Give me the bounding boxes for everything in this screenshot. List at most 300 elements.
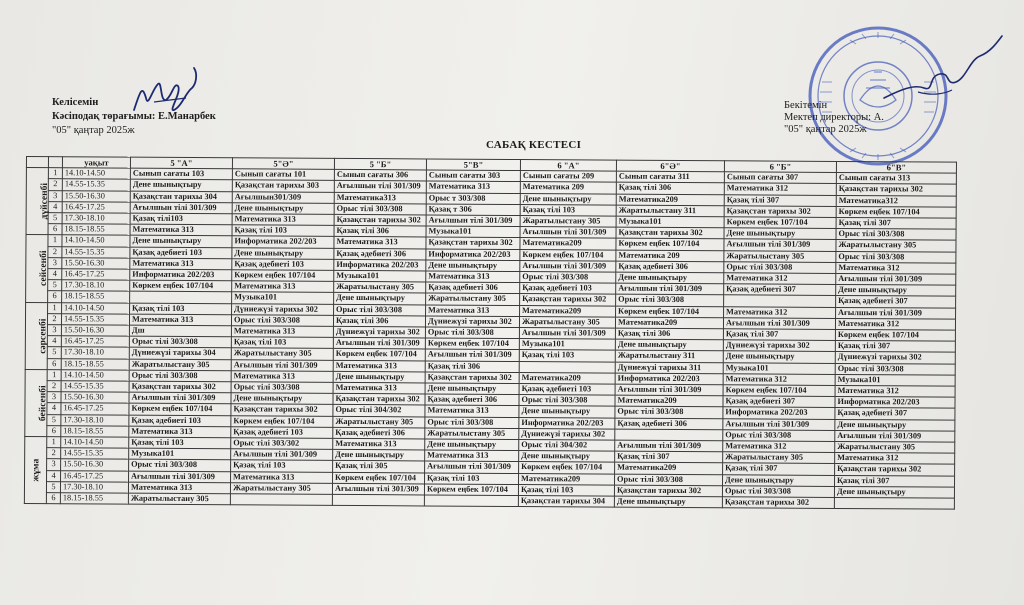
- lesson-cell: Дене шынықтыру: [834, 486, 954, 498]
- lesson-cell: Математика 313: [426, 305, 520, 317]
- lesson-cell: Математика 313: [232, 214, 334, 226]
- lesson-cell: [519, 361, 615, 373]
- lesson-time: 14.10-14.50: [62, 235, 130, 247]
- lesson-cell: Қазақ тілі 307: [834, 475, 954, 487]
- lesson-cell: Математика 313: [334, 237, 426, 249]
- lesson-cell: Дене шынықтыру: [232, 203, 334, 215]
- lesson-cell: Дене шынықтыру: [836, 285, 956, 297]
- lesson-cell: Информатика 202/203: [835, 397, 955, 409]
- lesson-number: 4: [47, 336, 61, 347]
- lesson-cell: Орыс тілі 303/308: [724, 262, 836, 274]
- lesson-cell: [130, 292, 232, 304]
- lesson-cell: [615, 429, 723, 441]
- lesson-cell: [724, 295, 836, 307]
- lesson-number: 1: [48, 302, 62, 313]
- lesson-cell: Дене шынықтыру: [425, 383, 519, 395]
- lesson-cell: Сынып сағаты 209: [520, 171, 616, 183]
- lesson-cell: Қазақ әдебиеті 307: [836, 296, 956, 308]
- lesson-cell: Информатика 202/203: [615, 373, 723, 385]
- lesson-cell: Жаратылыстану 305: [230, 483, 332, 495]
- lesson-cell: Орыс тілі 303/308: [425, 327, 519, 339]
- lesson-cell: Қазақ тілі 103: [130, 303, 232, 315]
- lesson-cell: Орыс тілі 303/302: [231, 438, 333, 450]
- lesson-cell: Ағылшын тілі 301/309: [836, 273, 956, 285]
- lesson-cell: Қазақстан тарихы 304: [518, 496, 614, 508]
- lesson-cell: [424, 495, 518, 507]
- lesson-time: 15.50-16.30: [61, 325, 129, 337]
- lesson-cell: Дене шынықтыру: [722, 474, 834, 486]
- lesson-cell: Математика312: [836, 195, 956, 207]
- lesson-cell: Көркем еңбек 107/104: [333, 349, 425, 361]
- lesson-number: 2: [48, 179, 62, 190]
- lesson-cell: Қазақстан тарихы 302: [614, 485, 722, 497]
- lesson-cell: Қазақ тілі 103: [231, 460, 333, 472]
- lesson-cell: Орыс тілі 303/308: [519, 395, 615, 407]
- lesson-cell: Қазақ әдебиеті 306: [426, 282, 520, 294]
- lesson-cell: Дүниежүзі тарихы 302: [333, 326, 425, 338]
- lesson-number: 3: [47, 459, 61, 470]
- lesson-cell: Дене шынықтыру: [334, 293, 426, 305]
- lesson-number: 2: [47, 313, 61, 324]
- lesson-cell: Қазақстан тарихы 302: [334, 214, 426, 226]
- lesson-cell: Дене шынықтыру: [130, 180, 232, 192]
- lesson-cell: Сынып сағаты 306: [334, 170, 426, 182]
- lesson-cell: Сынып сағаты 103: [130, 168, 232, 180]
- approval-left-date: "05" қаңтар 2025ж: [52, 125, 135, 136]
- lesson-cell: Орыс тілі 303/308: [334, 304, 426, 316]
- lesson-time: 15.50-16.30: [62, 258, 130, 270]
- lesson-cell: Қазақстан тарихы 302: [835, 464, 955, 476]
- lesson-cell: Ағылшын тілі 301/309: [231, 449, 333, 461]
- lesson-cell: Қазақстан тарихы 302: [520, 294, 616, 306]
- lesson-cell: Ағылшын тілі 301/309: [615, 440, 723, 452]
- schedule-table: [24, 156, 957, 510]
- schedule-table-wrap: [23, 156, 956, 592]
- lesson-cell: Қазақ тілі 103: [232, 225, 334, 237]
- lesson-cell: Көркем еңбек 107/104: [836, 206, 956, 218]
- lesson-time: 14.55-15.35: [62, 179, 130, 191]
- lesson-cell: Қазақстан тарихы 302: [231, 404, 333, 416]
- lesson-cell: Орыс тілі 303/308: [615, 474, 723, 486]
- lesson-cell: Математика 313: [130, 224, 232, 236]
- lesson-cell: Орыс тілі 303/308: [425, 417, 519, 429]
- lesson-cell: Информатика 202/203: [723, 407, 835, 419]
- lesson-number: 2: [48, 246, 62, 257]
- lesson-cell: Музыка101: [334, 270, 426, 282]
- lesson-cell: Математика 312: [723, 441, 835, 453]
- lesson-number: 5: [47, 414, 61, 425]
- lesson-cell: Жаратылыстану 305: [128, 493, 230, 505]
- lesson-number: 6: [46, 493, 60, 504]
- lesson-time: 16.45-17.25: [62, 202, 130, 214]
- approval-left-title: Келісемін: [52, 97, 99, 108]
- lesson-cell: Дүниежүзі тарихы 311: [615, 362, 723, 374]
- lesson-cell: Дене шынықтыру: [231, 393, 333, 405]
- lesson-cell: Ағылшын тілі 301/309: [334, 181, 426, 193]
- lesson-cell: Дене шынықтыру: [519, 406, 615, 418]
- lesson-cell: Қазақстан тарихы 302: [333, 394, 425, 406]
- lesson-cell: Математика 313: [425, 450, 519, 462]
- lesson-cell: Қазақ тілі 307: [615, 451, 723, 463]
- lesson-cell: Музыка101: [129, 448, 231, 460]
- lesson-cell: Орыс тілі 303/308: [129, 370, 231, 382]
- lesson-cell: Ағылшын тілі 301/309: [616, 283, 724, 295]
- lesson-cell: Информатика 202/203: [130, 269, 232, 281]
- lesson-cell: Информатика 202/203: [519, 417, 615, 429]
- approval-left-block: [52, 96, 216, 138]
- lesson-time: 14.10-14.50: [62, 302, 130, 314]
- lesson-cell: Дене шынықтыру: [333, 450, 425, 462]
- lesson-cell: Қазақстан тарихы 302: [616, 227, 724, 239]
- lesson-time: 14.55-15.35: [61, 448, 129, 460]
- lesson-time: 17.30-18.10: [61, 347, 129, 359]
- lesson-cell: Математика 313: [426, 271, 520, 283]
- lesson-cell: Көркем еңбек 107/104: [232, 270, 334, 282]
- lesson-cell: Дене шынықтыру: [130, 236, 232, 248]
- lesson-cell: Математика 312: [724, 306, 836, 318]
- lesson-cell: Жаратылыстану 311: [616, 205, 724, 217]
- lesson-cell: Қазақ тілі 307: [835, 341, 955, 353]
- lesson-cell: Орыс тілі 303/308: [836, 251, 956, 263]
- lesson-cell: Ағылшын тілі 301/309: [520, 260, 616, 272]
- lesson-cell: Дене шынықтыру: [724, 228, 836, 240]
- day-label: сейсенбі: [38, 250, 50, 287]
- lesson-cell: Дене шынықтыру: [425, 439, 519, 451]
- lesson-cell: Орыс тілі 303/308: [722, 486, 834, 498]
- lesson-cell: Қазақ тілі 103: [425, 473, 519, 485]
- lesson-cell: Қазақ әдебиеті 306: [425, 394, 519, 406]
- lesson-cell: Математика313: [334, 192, 426, 204]
- lesson-cell: Математика 312: [835, 453, 955, 465]
- lesson-cell: Қазақ әдебиеті 307: [724, 284, 836, 296]
- lesson-cell: Қазақ әдебиеті 103: [231, 427, 333, 439]
- lesson-number: 2: [47, 381, 61, 392]
- lesson-cell: Музыка101: [616, 216, 724, 228]
- lesson-number: 4: [48, 269, 62, 280]
- lesson-cell: Қазақстан тарихы 303: [232, 180, 334, 192]
- lesson-cell: Қазақ тілі 307: [724, 194, 836, 206]
- lesson-number: 5: [48, 280, 62, 291]
- lesson-number: 4: [47, 403, 61, 414]
- lesson-cell: Ағылшын301/309: [232, 191, 334, 203]
- approval-left-line: Кәсіподақ төрағымы: Е.Манарбек: [52, 111, 216, 122]
- column-header: 6 "Б": [724, 161, 836, 173]
- lesson-cell: Көркем еңбек 107/104: [424, 484, 518, 496]
- lesson-cell: Орыс тілі 303/308: [231, 315, 333, 327]
- lesson-cell: Қазақ әдебиеті 306: [616, 261, 724, 273]
- lesson-cell: Математика209: [520, 238, 616, 250]
- lesson-cell: Математика 312: [835, 318, 955, 330]
- lesson-cell: Орыс тілі 303/308: [231, 382, 333, 394]
- lesson-number: 5: [48, 213, 62, 224]
- lesson-cell: Дене шынықтыру: [519, 451, 615, 463]
- lesson-cell: Сынып сағаты 101: [232, 169, 334, 181]
- lesson-cell: Жаратылыстану 311: [615, 351, 723, 363]
- lesson-cell: Қазақ тілі 103: [520, 204, 616, 216]
- lesson-cell: Дүниежүзі тарихы 302: [425, 316, 519, 328]
- lesson-cell: Қазақстан тарихы 302: [836, 184, 956, 196]
- lesson-cell: Математика 313: [425, 405, 519, 417]
- document-title: САБАҚ КЕСТЕСІ: [486, 139, 582, 151]
- lesson-cell: Дене шынықтыру: [616, 272, 724, 284]
- lesson-number: 4: [47, 470, 61, 481]
- lesson-cell: Математика 313: [130, 258, 232, 270]
- column-header: [48, 157, 62, 168]
- lesson-cell: Қазақ әдебиеті 307: [723, 396, 835, 408]
- lesson-time: 14.55-15.35: [61, 314, 129, 326]
- lesson-time: 16.45-17.25: [61, 403, 129, 415]
- lesson-number: 5: [47, 347, 61, 358]
- lesson-cell: Орыс тілі 303/308: [616, 295, 724, 307]
- lesson-cell: Ағылшын тілі 301/309: [723, 418, 835, 430]
- lesson-cell: Сынып сағаты 307: [724, 172, 836, 184]
- lesson-cell: Дене шынықтыру: [232, 247, 334, 259]
- lesson-cell: Қазақ әдебиеті 306: [615, 418, 723, 430]
- lesson-number: 6: [47, 426, 61, 437]
- lesson-cell: Қазақ тілі 306: [333, 315, 425, 327]
- lesson-cell: Математика209: [615, 395, 723, 407]
- lesson-cell: Музыка101: [723, 362, 835, 374]
- lesson-cell: Жаратылыстану 305: [835, 442, 955, 454]
- lesson-cell: Математика 209: [616, 250, 724, 262]
- lesson-cell: Орыс тілі 303/308: [520, 272, 616, 284]
- lesson-cell: Жаратылыстану 305: [426, 293, 520, 305]
- lesson-cell: Қазақ тілі 307: [723, 329, 835, 341]
- lesson-time: 15.50-16.30: [62, 190, 130, 202]
- approval-right-title: Бекітемін: [784, 100, 828, 111]
- lesson-cell: Жаратылыстану 305: [425, 428, 519, 440]
- lesson-time: 17.30-18.10: [61, 414, 129, 426]
- lesson-time: 14.55-15.35: [62, 246, 130, 258]
- lesson-cell: Дене шынықтыру: [835, 419, 955, 431]
- lesson-cell: Математика209: [520, 305, 616, 317]
- lesson-cell: Ағылшын тілі 301/309: [425, 349, 519, 361]
- lesson-time: 14.10-14.50: [62, 168, 130, 180]
- lesson-cell: [230, 494, 332, 506]
- lesson-cell: Қазақ әдебиеті 103: [519, 384, 615, 396]
- lesson-cell: Қазақ әдебиеті 103: [130, 247, 232, 259]
- lesson-cell: Математика209: [519, 372, 615, 384]
- lesson-cell: Информатика 202/203: [232, 236, 334, 248]
- lesson-cell: Қазақ әдебиеті 306: [334, 248, 426, 260]
- lesson-cell: Көркем еңбек 107/104: [519, 462, 615, 474]
- lesson-cell: Математика 313: [333, 360, 425, 372]
- lesson-cell: Жаратылыстану 305: [129, 359, 231, 371]
- lesson-cell: Музыка101: [232, 292, 334, 304]
- lesson-cell: Көркем еңбек 107/104: [520, 249, 616, 261]
- lesson-cell: Ағылшын тілі 301/309: [130, 202, 232, 214]
- lesson-cell: Қазақ тілі 103: [129, 437, 231, 449]
- lesson-cell: Математика 312: [724, 273, 836, 285]
- lesson-cell: Көркем еңбек 107/104: [425, 338, 519, 350]
- column-header: 6 "А": [520, 160, 616, 172]
- lesson-cell: Ағылшын тілі 301/309: [836, 307, 956, 319]
- lesson-cell: Көркем еңбек 107/104: [723, 385, 835, 397]
- lesson-number: 1: [47, 437, 61, 448]
- lesson-cell: Ағылшын тілі 301/309: [129, 392, 231, 404]
- lesson-cell: Көркем еңбек 107/104: [129, 404, 231, 416]
- day-label: дүйсенбі: [39, 183, 50, 220]
- day-label: жұма: [31, 458, 42, 482]
- lesson-time: 18.15-18.55: [60, 493, 128, 505]
- lesson-number: 1: [48, 235, 62, 246]
- lesson-cell: Дүниежүзі тарихы 304: [129, 348, 231, 360]
- column-header: 5 "Б": [334, 158, 426, 170]
- lesson-time: 16.45-17.25: [61, 336, 129, 348]
- lesson-cell: Қазақстан тарихы 302: [129, 381, 231, 393]
- lesson-cell: Дүниежүзі тарихы 302: [232, 303, 334, 315]
- lesson-cell: Қазақ тілі 306: [334, 226, 426, 238]
- lesson-cell: Көркем еңбек 107/104: [616, 239, 724, 251]
- lesson-cell: Сынып сағаты 311: [616, 171, 724, 183]
- lesson-cell: Көркем еңбек 107/104: [616, 306, 724, 318]
- column-header: [26, 157, 48, 168]
- lesson-cell: Қазақ әдебиеті 103: [232, 259, 334, 271]
- column-header: 5"Ә": [232, 158, 334, 170]
- lesson-cell: Қазақ әдебиеті 103: [129, 415, 231, 427]
- day-label: сәрсенбі: [38, 318, 49, 354]
- lesson-cell: Қазақ тілі 306: [616, 183, 724, 195]
- lesson-cell: Математика 313: [231, 471, 333, 483]
- lesson-cell: Музыка101: [519, 339, 615, 351]
- lesson-cell: Ағылшын тілі 301/309: [520, 227, 616, 239]
- lesson-cell: Көркем еңбек 107/104: [724, 217, 836, 229]
- lesson-cell: Ағылшын тілі 301/309: [723, 318, 835, 330]
- lesson-cell: Жаратылыстану 305: [334, 282, 426, 294]
- table-body: [24, 168, 956, 510]
- lesson-cell: Ағылшын тілі 301/309: [129, 471, 231, 483]
- lesson-cell: Орыс тілі 303/308: [129, 460, 231, 472]
- lesson-cell: Дүниежүзі тарихы 302: [835, 352, 955, 364]
- lesson-cell: Математика 313: [129, 314, 231, 326]
- lesson-cell: Ағылшын тілі 301/309: [724, 239, 836, 251]
- lesson-time: 17.30-18.10: [62, 280, 130, 292]
- lesson-cell: Дүниежүзі тарихы 302: [519, 428, 615, 440]
- lesson-cell: Қазақ әдебиеті 306: [333, 427, 425, 439]
- lesson-cell: Математика 313: [231, 326, 333, 338]
- lesson-cell: Көркем еңбек 107/104: [231, 415, 333, 427]
- lesson-cell: Орыс тілі 303/308: [723, 430, 835, 442]
- lesson-cell: Жаратылыстану 305: [836, 240, 956, 252]
- lesson-number: 6: [48, 291, 62, 302]
- lesson-cell: Ағылшын тілі 301/309: [333, 338, 425, 350]
- lesson-cell: Қазақ т 306: [426, 204, 520, 216]
- lesson-cell: Қазақ тілі 305: [333, 461, 425, 473]
- day-label-cell: [26, 168, 48, 235]
- lesson-cell: Математика 312: [836, 262, 956, 274]
- lesson-cell: Математика 209: [520, 182, 616, 194]
- lesson-cell: Қазақ тілі 306: [425, 361, 519, 373]
- signature-right-image: [880, 30, 1010, 110]
- lesson-cell: Қазақстан тарихы 302: [722, 497, 834, 509]
- lesson-number: 1: [48, 168, 62, 179]
- lesson-cell: Математика 313: [232, 281, 334, 293]
- lesson-cell: Ағылшын тілі 301/309: [425, 461, 519, 473]
- lesson-cell: Сынып сағаты 313: [836, 173, 956, 185]
- lesson-time: 18.15-18.55: [61, 426, 129, 438]
- lesson-time: 18.15-18.55: [62, 291, 130, 303]
- lesson-cell: Математика 312: [835, 386, 955, 398]
- lesson-cell: Ағылшын тілі 301/309: [519, 328, 615, 340]
- lesson-time: 18.15-18.55: [62, 224, 130, 236]
- lesson-time: 15.50-16.30: [61, 459, 129, 471]
- lesson-number: 1: [47, 369, 61, 380]
- lesson-cell: Жаратылыстану 305: [520, 216, 616, 228]
- lesson-cell: Ағылшын тілі 301/309: [332, 483, 424, 495]
- column-header: 6"Ә": [616, 160, 724, 172]
- lesson-cell: [332, 494, 424, 506]
- lesson-time: 15.50-16.30: [61, 392, 129, 404]
- approval-right-date: "05" қаңтар 2025ж: [784, 124, 867, 135]
- lesson-number: 3: [48, 257, 62, 268]
- lesson-time: 14.10-14.50: [61, 437, 129, 449]
- lesson-time: 18.15-18.55: [61, 358, 129, 370]
- lesson-cell: Орыс тілі 303/308: [836, 229, 956, 241]
- lesson-cell: Дш: [129, 325, 231, 337]
- lesson-cell: Математика 312: [724, 183, 836, 195]
- lesson-cell: Қазақ әдебиеті 103: [520, 283, 616, 295]
- approval-right-block: [784, 100, 884, 136]
- lesson-cell: Қазақ тілі 306: [615, 328, 723, 340]
- lesson-cell: Информатика 202/203: [334, 259, 426, 271]
- lesson-cell: Сынып сағаты 303: [426, 170, 520, 182]
- lesson-time: 16.45-17.25: [62, 269, 130, 281]
- column-header: уақыт: [62, 157, 130, 169]
- lesson-time: 16.45-17.25: [61, 470, 129, 482]
- lesson-cell: Көркем еңбек 107/104: [835, 329, 955, 341]
- lesson-number: 4: [48, 201, 62, 212]
- lesson-number: 6: [47, 358, 61, 369]
- lesson-cell: Көркем еңбек 107/104: [333, 472, 425, 484]
- column-header: 5"В": [426, 159, 520, 171]
- lesson-cell: Математика 313: [333, 382, 425, 394]
- lesson-cell: Орыс тілі 304/302: [333, 405, 425, 417]
- lesson-cell: Математика209: [615, 463, 723, 475]
- lesson-cell: Қазақ тілі 103: [231, 337, 333, 349]
- lesson-cell: Қазақстан тарихы 304: [130, 191, 232, 203]
- lesson-cell: Жаратылыстану 305: [723, 452, 835, 464]
- lesson-cell: Дене шынықтыру: [520, 193, 616, 205]
- column-header: 6"В": [836, 161, 956, 173]
- lesson-cell: Дүниежүзі тарихы 302: [723, 340, 835, 352]
- lesson-cell: Жаратылыстану 305: [519, 316, 615, 328]
- lesson-cell: Орыс тілі 303/308: [334, 203, 426, 215]
- lesson-cell: Қазақстан тарихы 302: [425, 372, 519, 384]
- lesson-cell: Қазақ тілі 103: [518, 484, 614, 496]
- column-header: 5 "А": [130, 157, 232, 169]
- lesson-cell: Ағылшын тілі 301/309: [426, 215, 520, 227]
- lesson-cell: Ағылшын тілі 301/309: [231, 359, 333, 371]
- lesson-cell: Музыка101: [835, 374, 955, 386]
- lesson-cell: Жаратылыстану 305: [333, 416, 425, 428]
- day-label-cell: [25, 302, 47, 369]
- lesson-cell: Қазақстан тарихы 302: [426, 237, 520, 249]
- lesson-cell: Орыс тілі 303/308: [129, 336, 231, 348]
- lesson-cell: Математика209: [615, 317, 723, 329]
- day-label: бейсенбі: [38, 385, 49, 421]
- day-label-cell: [25, 369, 47, 436]
- lesson-cell: Дене шынықтыру: [614, 496, 722, 508]
- lesson-time: 14.10-14.50: [61, 370, 129, 382]
- lesson-cell: Қазақ тілі103: [130, 213, 232, 225]
- lesson-cell: [834, 498, 954, 510]
- lesson-cell: Математика 313: [129, 426, 231, 438]
- lesson-cell: Орыс т 303/308: [426, 193, 520, 205]
- lesson-cell: Математика 313: [426, 181, 520, 193]
- lesson-cell: Орыс тілі 303/308: [615, 407, 723, 419]
- lesson-cell: Дене шынықтыру: [333, 371, 425, 383]
- lesson-time: 14.55-15.35: [61, 381, 129, 393]
